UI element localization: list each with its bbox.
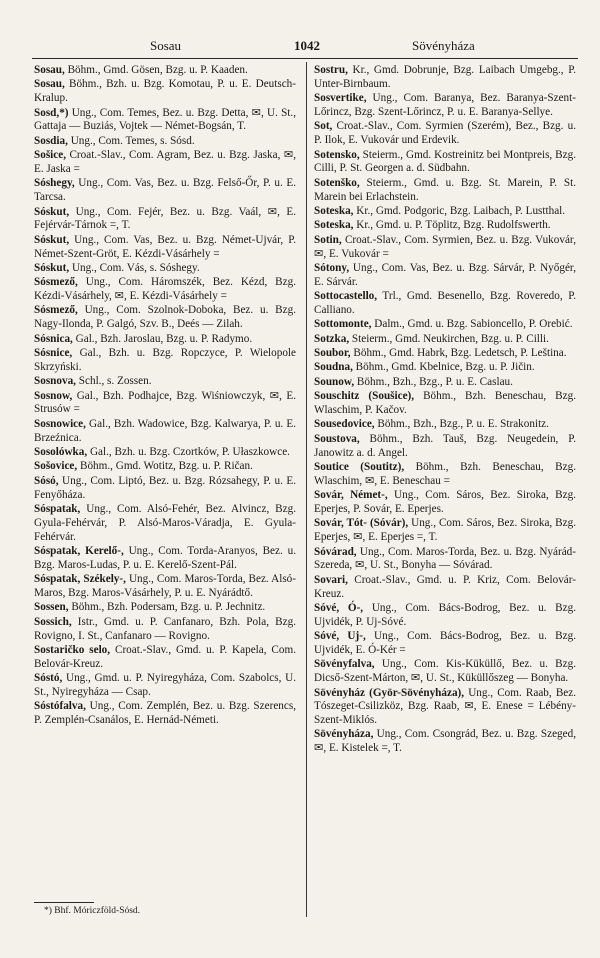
entry-body: Ung., Com. Temes, s. Sósd. bbox=[67, 134, 195, 147]
gazetteer-entry bbox=[34, 644, 296, 672]
gazetteer-entry bbox=[314, 234, 576, 262]
entry-headword: Sóskut, bbox=[34, 261, 70, 274]
entry-headword: Sosau, bbox=[34, 78, 65, 91]
entry-body: Ung., Com. Zemplén, Bez. u. Bzg. Szerencs, P. Zemplén-Csanálos, E. Hernád-Németi. bbox=[34, 700, 296, 727]
entry-headword: Sótony, bbox=[314, 261, 350, 274]
entry-headword: Sövényfalva, bbox=[314, 658, 375, 671]
right-column bbox=[314, 64, 576, 757]
entry-headword: Sošovice, bbox=[34, 460, 78, 473]
entry-headword: Sövényháza, bbox=[314, 728, 374, 741]
entry-headword: Sošice, bbox=[34, 149, 67, 162]
entry-headword: Sottocastello, bbox=[314, 290, 378, 303]
gazetteer-entry bbox=[34, 418, 296, 446]
gazetteer-entry bbox=[34, 503, 296, 544]
header-right-keyword: Sövényháza bbox=[412, 38, 475, 53]
entry-headword: Sossich, bbox=[34, 615, 72, 628]
entry-headword: Sosd,*) bbox=[34, 106, 69, 119]
gazetteer-entry bbox=[34, 135, 296, 149]
page-number: 1042 bbox=[294, 38, 320, 53]
entry-body: Kr., Gmd. Dobrunje, Bzg. Laibach Umgebg., P. Unter-Birnbaum. bbox=[314, 64, 576, 90]
gazetteer-entry bbox=[314, 489, 576, 517]
gazetteer-entry bbox=[314, 219, 576, 233]
entry-headword: Soutice (Soutitz), bbox=[314, 461, 405, 473]
entry-body: Croat.-Slav., Gmd. u. P. Kapela, Com. Belovár-Kreuz. bbox=[34, 643, 296, 670]
entry-body: Böhm., Bzh. Beneschau, Bzg. Wlaschim, ✉, E. Beneschau = bbox=[314, 461, 576, 487]
entry-body: Croat.-Slav., Gmd. u. P. Kriz, Com. Belovár-Kreuz. bbox=[314, 573, 576, 600]
entry-body: Böhm., Gmd. Wotitz, Bzg. u. P. Ričan. bbox=[77, 460, 253, 473]
gazetteer-entry bbox=[34, 616, 296, 644]
gazetteer-entry bbox=[314, 390, 576, 418]
gazetteer-entry bbox=[34, 390, 296, 418]
entry-headword: Sóvé, Uj-, bbox=[314, 630, 366, 643]
entry-body: Ung., Com. Bács-Bodrog, Bez. u. Bzg. Ujvidék, E. Ó-Kér = bbox=[314, 630, 576, 656]
entry-body: Böhm., Bzh. Beneschau, Bzg. Wlaschim, P. Kačov. bbox=[314, 390, 576, 417]
entry-headword: Soteska, bbox=[314, 204, 354, 217]
entry-body: Böhm., Bzh. Tauš, Bzg. Neugedein, P. Janowitz a. d. Angel. bbox=[314, 432, 576, 459]
gazetteer-entry bbox=[34, 304, 296, 332]
gazetteer-entry bbox=[314, 517, 576, 545]
header-rule bbox=[32, 58, 578, 59]
gazetteer-entry bbox=[314, 262, 576, 290]
entry-body: Steierm., Gmd. Kostreinitz bei Montpreis, Bzg. Cilli, P. St. Georgen a. d. Südbahn. bbox=[314, 148, 576, 175]
gazetteer-entry bbox=[34, 446, 296, 460]
gazetteer-entry bbox=[34, 206, 296, 234]
entry-body: Ung., Com. Torda-Aranyos, Bez. u. Bzg. Maros-Ludas, P. u. E. Kerelő-Szent-Pál. bbox=[34, 544, 296, 571]
left-column bbox=[34, 64, 296, 728]
gazetteer-entry bbox=[34, 262, 296, 276]
entry-body: Steierm., Gmd. u. Bzg. St. Marein, P. St. Marein bei Erlachstein. bbox=[314, 176, 576, 203]
entry-headword: Sotensko, bbox=[314, 148, 360, 161]
entry-headword: Sóspatak, bbox=[34, 502, 81, 515]
entry-headword: Sósó, bbox=[34, 474, 59, 487]
gazetteer-entry bbox=[34, 700, 296, 728]
entry-body: Ung., Com. Liptó, Bez. u. Bzg. Rózsahegy, P. u. E. Fenyőháza. bbox=[34, 474, 296, 501]
gazetteer-entry bbox=[314, 433, 576, 461]
entry-body: Istr., Gmd. u. P. Canfanaro, Bzh. Pola, Bzg. Rovigno, I. St., Canfanaro — Rovigno. bbox=[34, 615, 296, 642]
entry-body: Gal., Bzh. Wadowice, Bzg. Kalwarya, P. u. E. Brzeźnica. bbox=[34, 417, 296, 444]
column-divider bbox=[306, 62, 307, 917]
gazetteer-entry bbox=[34, 545, 296, 573]
entry-headword: Sóstófalva, bbox=[34, 700, 86, 713]
entry-body: Gal., Bzh. u. Bzg. Ropczyce, P. Wielopole Skrzyński. bbox=[34, 347, 296, 373]
entry-headword: Sosvertike, bbox=[314, 92, 367, 105]
header-left-keyword: Sosau bbox=[150, 38, 182, 53]
gazetteer-entry bbox=[34, 149, 296, 177]
gazetteer-entry bbox=[314, 630, 576, 658]
entry-body: Ung., Com. Csongrád, Bez. u. Bzg. Szeged, ✉, E. Kistelek =, T. bbox=[314, 728, 576, 755]
entry-body: Ung., Com. Kis-Küküllő, Bez. u. Bzg. Dicső-Szent-Márton, ✉, U. St., Küküllőszeg — Bonyha. bbox=[314, 658, 576, 685]
gazetteer-entry bbox=[34, 177, 296, 205]
entry-headword: Sóskut, bbox=[34, 205, 70, 218]
entry-body: Böhm., Bzh., Bzg., P. u. E. Caslau. bbox=[354, 375, 513, 388]
gazetteer-entry bbox=[34, 573, 296, 601]
entry-body: Ung., Com. Alsó-Fehér, Bez. Alvincz, Bzg. Gyula-Fehérvár, P. Alsó-Maros-Váradja, E. Gyula-Fehérvár. bbox=[34, 502, 296, 543]
gazetteer-entry bbox=[314, 461, 576, 489]
entry-headword: Soteska, bbox=[314, 219, 354, 232]
gazetteer-entry bbox=[34, 475, 296, 503]
entry-headword: Sovár, Német-, bbox=[314, 489, 388, 502]
entry-body: Ung., Com. Háromszék, Bez. Kézd, Bzg. Kézdi-Vásárhely, ✉, E. Kézdi-Vásárhely = bbox=[34, 276, 296, 303]
gazetteer-entry bbox=[34, 672, 296, 700]
entry-body: Ung., Com. Vas, Bez. u. Bzg. Sárvár, P. Nyőgér, E. Sárvár. bbox=[314, 261, 576, 288]
entry-headword: Sóspatak, Kerelő-, bbox=[34, 544, 124, 557]
entry-headword: Sounow, bbox=[314, 375, 355, 388]
entry-headword: Sósmező, bbox=[34, 276, 78, 289]
entry-headword: Souschitz (Soušice), bbox=[314, 390, 415, 403]
gazetteer-entry bbox=[314, 574, 576, 602]
entry-headword: Sóvé, Ó-, bbox=[314, 601, 364, 614]
entry-body: Croat.-Slav., Com. Agram, Bez. u. Bzg. Jaska, ✉, E. Jaska = bbox=[34, 149, 296, 175]
entry-body: Ung., Gmd. u. P. Nyiregyháza, Com. Szabolcs, U. St., Nyiregyháza — Csap. bbox=[34, 672, 296, 698]
entry-body: Gal., Bzh. Podhajce, Bzg. Wiśniowczyk, ✉, E. Strusów = bbox=[34, 389, 296, 416]
gazetteer-entry bbox=[34, 234, 296, 262]
gazetteer-entry bbox=[34, 276, 296, 304]
gazetteer-entry bbox=[34, 333, 296, 347]
entry-headword: Sóvárad, bbox=[314, 545, 357, 558]
entry-body: Gal., Bzh. Jaroslau, Bzg. u. P. Radymo. bbox=[72, 332, 253, 345]
gazetteer-entry bbox=[34, 460, 296, 474]
entry-body: Croat.-Slav., Com. Syrmien, Bez. u. Bzg. Vukovár, ✉, E. Vukovár = bbox=[314, 233, 576, 260]
entry-body: Kr., Gmd. Podgoric, Bzg. Laibach, P. Lustthal. bbox=[353, 204, 566, 217]
entry-headword: Sosnowice, bbox=[34, 417, 86, 430]
entry-headword: Sotenško, bbox=[314, 176, 360, 189]
entry-body: Trl., Gmd. Besenello, Bzg. Roveredo, P. Calliano. bbox=[314, 290, 576, 316]
gazetteer-entry bbox=[314, 149, 576, 177]
entry-body: Ung., Com. Maros-Torda, Bez. Alsó-Maros, Bzg. Maros-Vásárhely, P. u. E. Nyárádtő. bbox=[34, 573, 297, 599]
entry-body: Ung., Com. Raab, Bez. Tószeget-Csilizköz, Bzg. Raab, ✉, E. Enese = Lébény-Szent-Miklós. bbox=[314, 686, 577, 727]
entry-body: Böhm., Gmd. Gösen, Bzg. u. P. Kaaden. bbox=[64, 64, 248, 76]
gazetteer-entry bbox=[314, 658, 576, 686]
entry-headword: Sósmező, bbox=[34, 304, 78, 317]
entry-body: Böhm., Gmd. Habrk, Bzg. Ledetsch, P. Leština. bbox=[350, 347, 567, 360]
gazetteer-entry bbox=[34, 64, 296, 78]
entry-headword: Sosdia, bbox=[34, 134, 68, 147]
entry-body: Böhm., Bzh., Bzg., P. u. E. Strakonitz. bbox=[374, 418, 549, 431]
entry-headword: Sosnow, bbox=[34, 389, 73, 402]
entry-headword: Sóskut, bbox=[34, 233, 70, 246]
entry-headword: Sostaričko selo, bbox=[34, 643, 111, 656]
entry-body: Ung., Com. Vas, Bez. u. Bzg. Német-Ujvár, P. Német-Szent-Gröt, E. Kézdi-Vásárhely = bbox=[34, 233, 296, 260]
gazetteer-entry bbox=[314, 687, 576, 728]
entry-headword: Sóstó, bbox=[34, 672, 63, 685]
entry-body: Ung., Com. Sáros, Bez. Siroka, Bzg. Eperjes, P. Sovár, E. Eperjes. bbox=[314, 489, 576, 515]
entry-body: Schl., s. Zossen. bbox=[75, 375, 152, 388]
gazetteer-entry bbox=[314, 318, 576, 332]
entry-headword: Soudna, bbox=[314, 361, 353, 374]
entry-body: Böhm., Bzh. u. Bzg. Komotau, P. u. E. Deutsch-Kralup. bbox=[34, 78, 296, 105]
entry-headword: Sövényház (Györ-Sövényháza), bbox=[314, 686, 465, 699]
entry-headword: Sóspatak, Székely-, bbox=[34, 573, 126, 586]
entry-body: Ung., Com. Szolnok-Doboka, Bez. u. Bzg. Nagy-Ilonda, P. Galgó, Szv. B., Deés — Zilah. bbox=[34, 304, 296, 331]
gazetteer-entry bbox=[314, 376, 576, 390]
entry-headword: Sottomonte, bbox=[314, 318, 372, 331]
entry-body: Steierm., Gmd. Neukirchen, Bzg. u. P. Cilli. bbox=[349, 332, 549, 345]
entry-headword: Sot, bbox=[314, 120, 333, 133]
entry-body: Dalm., Gmd. u. Bzg. Sabioncello, P. Orebić. bbox=[371, 318, 573, 331]
gazetteer-entry bbox=[34, 347, 296, 375]
gazetteer-entry bbox=[314, 205, 576, 219]
page-header bbox=[38, 38, 570, 56]
entry-body: Ung., Com. Bács-Bodrog, Bez. u. Bzg. Ujvidék, P. Uj-Sóvé. bbox=[314, 601, 576, 628]
entry-headword: Sotin, bbox=[314, 233, 342, 246]
gazetteer-entry bbox=[314, 728, 576, 756]
entry-body: Croat.-Slav., Com. Syrmien (Szerém), Bez., Bzg. u. P. Ilok, E. Vukovár und Erdevik. bbox=[314, 120, 576, 147]
entry-headword: Sotzka, bbox=[314, 332, 350, 345]
footnote: *) Bhf. Móriczföld-Sósd. bbox=[44, 906, 141, 916]
gazetteer-entry bbox=[314, 361, 576, 375]
gazetteer-entry bbox=[314, 92, 576, 120]
gazetteer-entry bbox=[34, 107, 296, 135]
entry-headword: Soubor, bbox=[314, 347, 351, 360]
entry-headword: Sosau, bbox=[34, 64, 65, 76]
entry-headword: Soustova, bbox=[314, 432, 360, 445]
gazetteer-entry bbox=[314, 64, 576, 92]
entry-headword: Sósnica, bbox=[34, 332, 73, 345]
entry-headword: Sovari, bbox=[314, 573, 348, 586]
gazetteer-entry bbox=[314, 418, 576, 432]
entry-body: Ung., Com. Vas, Bez. u. Bzg. Felső-Őr, P. u. E. Tarcsa. bbox=[34, 177, 296, 204]
entry-body: Böhm., Bzh. Podersam, Bzg. u. P. Jechnitz. bbox=[68, 601, 266, 614]
gazetteer-entry bbox=[34, 78, 296, 106]
entry-body: Kr., Gmd. u. P. Töplitz, Bzg. Rudolfswerth. bbox=[353, 219, 551, 232]
entry-body: Böhm., Gmd. Kbelnice, Bzg. u. P. Jičin. bbox=[352, 361, 535, 374]
gazetteer-entry bbox=[34, 375, 296, 389]
entry-headword: Sosnova, bbox=[34, 375, 76, 388]
entry-body: Ung., Com. Temes, Bez. u. Bzg. Detta, ✉, U. St., Gattaja — Buziás, Vojtek — Német-Bogsán, T. bbox=[34, 106, 296, 133]
entry-headword: Sostru, bbox=[314, 64, 348, 76]
entry-body: Ung., Com. Fejér, Bez. u. Bzg. Vaál, ✉, E. Fejérvár-Tárnok =, T. bbox=[34, 205, 296, 232]
entry-headword: Sovár, Tót- (Sóvár), bbox=[314, 517, 409, 530]
entry-headword: Sousedovice, bbox=[314, 418, 375, 431]
entry-headword: Sossen, bbox=[34, 601, 69, 614]
entry-headword: Sosolówka, bbox=[34, 446, 88, 459]
gazetteer-entry bbox=[314, 347, 576, 361]
gazetteer-entry bbox=[314, 120, 576, 148]
gazetteer-entry bbox=[314, 177, 576, 205]
footnote-rule bbox=[34, 902, 94, 903]
entry-body: Ung., Com. Sáros, Bez. Siroka, Bzg. Eperjes, ✉, E. Eperjes =, T. bbox=[314, 517, 576, 544]
entry-headword: Sósnice, bbox=[34, 347, 73, 360]
gazetteer-entry bbox=[34, 601, 296, 615]
gazetteer-entry bbox=[314, 546, 576, 574]
gazetteer-entry bbox=[314, 290, 576, 318]
entry-body: Gal., Bzh. u. Bzg. Czortków, P. Ułaszkowce. bbox=[87, 446, 290, 459]
entry-body: Ung., Com. Maros-Torda, Bez. u. Bzg. Nyárád-Szereda, ✉, U. St., Bonyha — Sóvárad. bbox=[314, 545, 576, 572]
entry-headword: Sóshegy, bbox=[34, 177, 75, 190]
entry-body: Ung., Com. Baranya, Bez. Baranya-Szent-Lőrincz, Bzg. Szent-Lőrincz, P. u. E. Baranya-Sellye. bbox=[314, 92, 576, 118]
gazetteer-entry bbox=[314, 333, 576, 347]
gazetteer-entry bbox=[314, 602, 576, 630]
entry-body: Ung., Com. Vás, s. Sóshegy. bbox=[69, 261, 200, 274]
